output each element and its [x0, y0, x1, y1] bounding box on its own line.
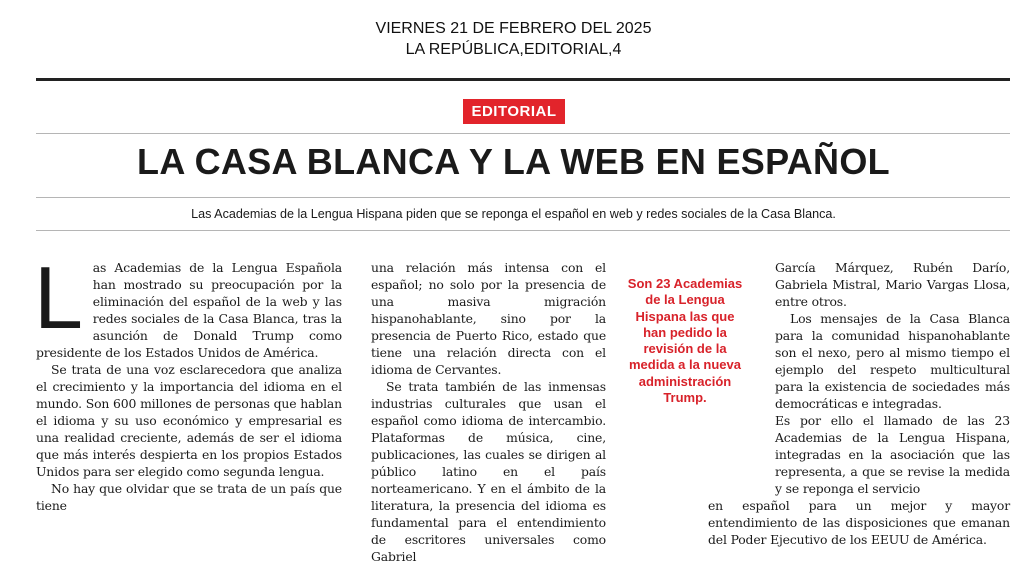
article-paragraph: Es por ello el llamado de las 23 Academias de la Lengua Hispana, integradas en la asociación que las representa, a que se revise la medida y se reponga el servicio: [775, 413, 1010, 496]
article-paragraph: Se trata de una voz esclarecedora que analiza el crecimiento y la importancia del idioma en el mundo. Son 600 millones de personas que hablan el idioma y su uso económico y empresarial es una realidad creciente, además de ser el idioma que más interés despierta en los propios Estados Unidos para ser elegido como segunda lengua.: [36, 362, 342, 479]
headline: LA CASA BLANCA Y LA WEB EN ESPAÑOL: [137, 141, 890, 182]
subheadline: Las Academias de la Lengua Hispana piden que se reponga el español en web y redes sociales de la Casa Blanca.: [191, 207, 836, 221]
article-paragraph: No hay que olvidar que se trata de un país que tiene: [36, 481, 342, 513]
pull-quote: Son 23 Academias de la Lengua Hispana las que han pedido la revisión de la medida a la nueva administración Trump.: [627, 276, 743, 406]
article-column-3-upper: [775, 259, 1010, 497]
article-paragraph: Se trata también de las inmensas industrias culturales que usan el español como idioma de intercambio. Plataformas de música, cine, publicaciones, las cuales se dirigen al público latino en el país norteamericano. Y en el ámbito de la literatura, la presencia del idioma es fundamental para el entendimiento de escritores universales como Gabriel: [371, 379, 606, 564]
top-rule-divider: [36, 78, 1010, 81]
headline-bottom-divider: [36, 197, 1010, 198]
drop-cap: L: [34, 248, 83, 347]
article-column-3: [708, 259, 1010, 548]
article-paragraph: as Academias de la Lengua Española han mostrado su preocupación por la eliminación del español de la web y las redes sociales de la Casa Blanca, tras la asunción de Donald Trump como presidente de los Estados Unidos de América.: [36, 260, 342, 360]
article-paragraph: Los mensajes de la Casa Blanca para la comunidad hispanohablante son el nexo, pero al mismo tiempo el ejemplo del respeto multicultural para la existencia de sociedades más democráticas e integradas.: [775, 311, 1010, 411]
headline-top-divider: [36, 133, 1010, 134]
dateline: [0, 18, 1027, 60]
article-column-1: [34, 248, 342, 514]
section-tag: EDITORIAL: [463, 99, 565, 124]
article-paragraph: una relación más intensa con el español; no solo por la presencia de una masiva migración hispanohablante, sino por la presencia de Puerto Rico, estado que tiene una relación directa con el idioma de Cervantes.: [371, 260, 606, 377]
article-column-2: [371, 259, 606, 565]
publication-date: VIERNES 21 DE FEBRERO DEL 2025: [375, 20, 652, 37]
publication-source: LA REPÚBLICA,EDITORIAL,4: [405, 41, 622, 58]
subhead-bottom-divider: [36, 230, 1010, 231]
article-paragraph: en español para un mejor y mayor entendimiento de las disposiciones que emanan del Poder Ejecutivo de los EEUU de América.: [708, 498, 1010, 547]
article-paragraph: García Márquez, Rubén Darío, Gabriela Mistral, Mario Vargas Llosa, entre otros.: [775, 260, 1010, 309]
